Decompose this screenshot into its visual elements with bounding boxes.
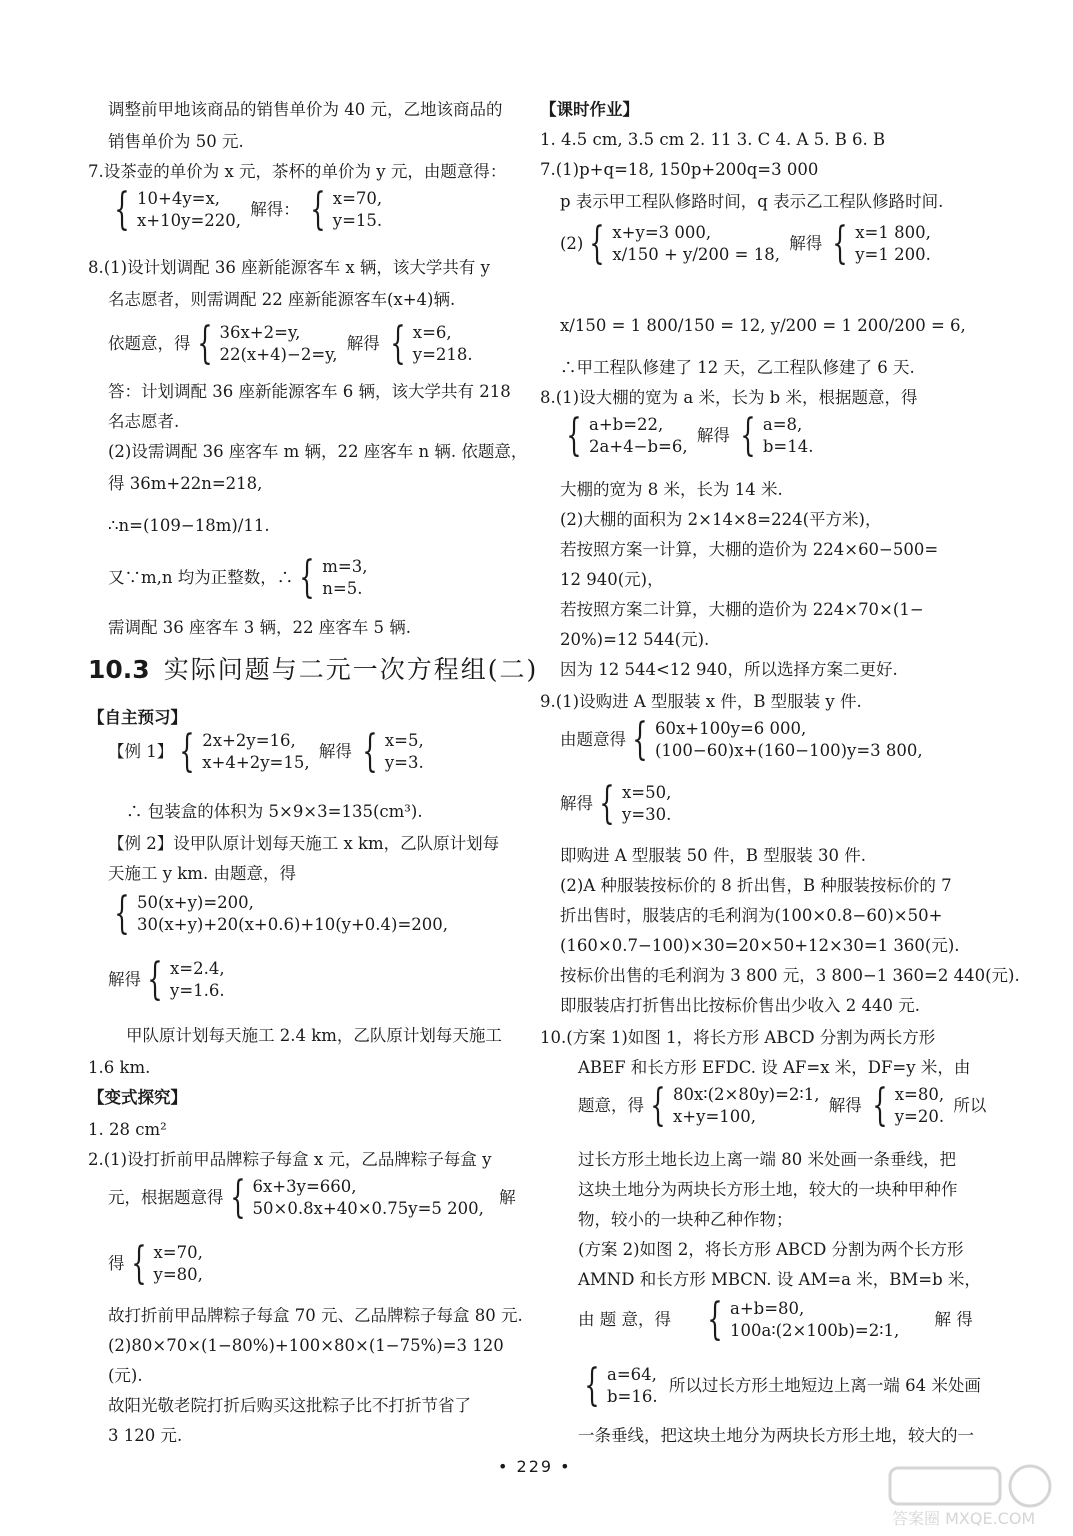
solution: a=8, — [762, 415, 803, 434]
question-8: 8.(1)设大棚的宽为 a 米，长为 b 米，根据题意，得 — [540, 388, 918, 407]
question-7: 7.(1)p+q=18, 150p+200q=3 000 — [540, 160, 819, 179]
solution: m=3, — [322, 557, 368, 576]
text-line: (方案 2)如图 2，将长方形 ABCD 分割为两个长方形 — [578, 1240, 964, 1259]
question-7: 7.设茶壶的单价为 x 元，茶杯的单价为 y 元，由题意得： — [88, 162, 507, 181]
solution: y=218. — [412, 345, 473, 364]
text-line: 需调配 36 座客车 3 辆，22 座客车 5 辆. — [108, 618, 411, 637]
text-line: 按标价出售的毛利润为 3 800 元，3 800−1 360=2 440(元). — [560, 966, 1020, 985]
solution: y=15. — [332, 211, 383, 230]
brace-icon: { — [872, 1080, 888, 1131]
section-label: 【自主预习】 — [88, 708, 187, 727]
equation: a+b=80, — [730, 1299, 805, 1318]
solve-label: 解得 — [560, 794, 593, 813]
equation: 2a+4−b=6, — [589, 437, 688, 456]
equation: 30(x+y)+20(x+0.6)+10(y+0.4)=200, — [137, 915, 449, 934]
equation: x/150 + y/200 = 18, — [612, 245, 780, 264]
solution: x=70, — [332, 189, 383, 208]
equation: x+4+2y=15, — [202, 753, 310, 772]
label: 题意，得 — [578, 1096, 644, 1115]
text-line: 甲队原计划每天施工 2.4 km，乙队原计划每天施工 — [126, 1026, 502, 1045]
text-line: ∴ 包装盒的体积为 5×9×3=135(cm³). — [126, 802, 423, 821]
equation: (100−60)x+(160−100)y=3 800, — [655, 741, 923, 760]
solution: b=16. — [607, 1387, 658, 1406]
brace-icon: { — [114, 184, 130, 235]
watermark-text: 答案圈 MXQE.COM — [892, 1509, 1036, 1528]
brace-icon: { — [179, 726, 195, 777]
solution: n=5. — [322, 579, 363, 598]
section-heading — [88, 654, 538, 686]
brace-icon: { — [599, 778, 615, 829]
brace-icon: { — [310, 184, 326, 235]
equation-system — [108, 1172, 516, 1223]
solution: x=2.4, — [170, 959, 225, 978]
label: (2) — [560, 234, 584, 253]
solve-label: 解得 — [828, 1095, 862, 1115]
question-8: 8.(1)设计划调配 36 座新能源客车 x 辆，该大学共有 y — [88, 258, 490, 277]
equation: 100a∶(2×100b)=2∶1, — [730, 1321, 900, 1340]
equation-system — [108, 888, 449, 939]
equation-system — [578, 1294, 973, 1345]
text-line: 12 940(元)， — [560, 570, 664, 589]
equation-system — [578, 1080, 987, 1131]
solution: x=70, — [153, 1243, 203, 1262]
solution: x=50, — [622, 783, 672, 802]
answer-1: 1. 28 cm² — [88, 1120, 167, 1139]
text-line: 大棚的宽为 8 米，长为 14 米. — [560, 480, 783, 499]
solve-label: 解 得 — [934, 1310, 973, 1329]
text-line: 名志愿者，则需调配 22 座新能源客车(x+4)辆. — [108, 290, 456, 309]
solution: a=64, — [607, 1365, 657, 1384]
equation: x+10y=220, — [137, 211, 242, 230]
text-line: (2)设需调配 36 座客车 m 辆，22 座客车 n 辆. 依题意， — [108, 442, 528, 461]
solution: y=20. — [894, 1107, 945, 1126]
solve-label: 得 — [108, 1254, 125, 1273]
solution: y=3. — [384, 753, 424, 772]
text-line: 答：计划调配 36 座新能源客车 6 辆，该大学共有 218 — [108, 382, 511, 401]
text-line: ∴甲工程队修建了 12 天，乙工程队修建了 6 天. — [560, 358, 915, 377]
brace-icon: { — [299, 552, 315, 603]
question-10: 10.(方案 1)如图 1，将长方形 ABCD 分割为两长方形 — [540, 1028, 936, 1047]
solution: y=1 200. — [855, 245, 931, 264]
fraction-line: x/150 = 1 800/150 = 12, y/200 = 1 200/200 = 6, — [560, 316, 966, 335]
equation-system — [560, 218, 931, 269]
equation: 2x+2y=16, — [202, 731, 296, 750]
text-line: 销售单价为 50 元. — [108, 132, 244, 151]
text-line: 这块土地分为两块长方形土地，较大的一块种甲种作 — [578, 1180, 958, 1199]
brace-icon: { — [229, 1172, 246, 1223]
equation-system — [108, 318, 473, 369]
answers-1-6: 1. 4.5 cm, 3.5 cm 2. 11 3. C 4. A 5. B 6. B — [540, 130, 886, 149]
solution: x=6, — [412, 323, 452, 342]
equation: 50(x+y)=200, — [137, 893, 254, 912]
text-line: p 表示甲工程队修路时间，q 表示乙工程队修路时间. — [560, 192, 944, 211]
text-line: 即服装店打折售出比按标价售出少收入 2 440 元. — [560, 996, 920, 1015]
equation-system — [108, 184, 383, 235]
text-line: 因为 12 544<12 940，所以选择方案二更好. — [560, 660, 898, 679]
label: 元，根据题意得 — [108, 1188, 224, 1207]
label: 依题意，得 — [108, 334, 191, 353]
equation: 10+4y=x, — [137, 189, 221, 208]
text-line: (2)80×70×(1−80%)+100×80×(1−75%)=3 120 — [108, 1336, 504, 1355]
equation: 60x+100y=6 000, — [655, 719, 807, 738]
equation-system — [108, 552, 368, 603]
label: 又∵m,n 均为正整数，∴ — [108, 568, 294, 587]
watermark-logo-icon — [880, 1460, 1060, 1530]
solve-label: 解得： — [250, 199, 300, 219]
text-line: 调整前甲地该商品的销售单价为 40 元，乙地该商品的 — [108, 100, 503, 119]
equation-system — [108, 726, 424, 777]
equation: 22(x+4)−2=y, — [219, 345, 338, 364]
equation: 80x∶(2×80y)=2∶1, — [673, 1085, 820, 1104]
equation: 36x+2=y, — [219, 323, 301, 342]
brace-icon: { — [114, 888, 130, 939]
equation-system — [560, 410, 814, 461]
brace-icon: { — [390, 318, 406, 369]
text-line: 1.6 km. — [88, 1058, 151, 1077]
solve-label: 解 — [499, 1188, 516, 1207]
text-line: 【例 2】设甲队原计划每天施工 x km，乙队原计划每 — [108, 834, 500, 853]
page-number: • 229 • — [498, 1457, 572, 1476]
section-number: 10.3 — [88, 655, 150, 684]
brace-icon: { — [130, 1238, 147, 1289]
solution: x=1 800, — [855, 223, 931, 242]
text-line: (2)大棚的面积为 2×14×8=224(平方米)， — [560, 510, 882, 529]
text-line: AMND 和长方形 MBCN. 设 AM=a 米，BM=b 米， — [578, 1270, 981, 1289]
text: 所以过长方形土地短边上离一端 64 米处画 — [668, 1376, 981, 1395]
equation-system — [560, 778, 672, 829]
text-line: 一条垂线，把这块土地分为两块长方形土地，较大的一 — [578, 1426, 974, 1445]
solution: x=5, — [384, 731, 424, 750]
text: 所以 — [953, 1096, 987, 1115]
brace-icon: { — [832, 218, 848, 269]
question-9: 9.(1)设购进 A 型服装 x 件，B 型服装 y 件. — [540, 692, 862, 711]
text-line: 20%)=12 544(元). — [560, 630, 710, 649]
text-line: 若按照方案一计算，大棚的造价为 224×60−500= — [560, 540, 939, 559]
equation: x+y=3 000, — [612, 223, 712, 242]
solve-label: 解得 — [789, 233, 823, 253]
solution: y=1.6. — [170, 981, 225, 1000]
text-line: (元). — [108, 1366, 143, 1385]
text-line: 物，较小的一块种乙种作物； — [578, 1210, 793, 1229]
text-line: 故打折前甲品牌粽子每盒 70 元、乙品牌粽子每盒 80 元. — [108, 1306, 523, 1325]
equation-system — [108, 1238, 203, 1289]
label: 由 题 意，得 — [578, 1310, 671, 1329]
solution: b=14. — [762, 437, 814, 456]
section-label: 【课时作业】 — [540, 100, 639, 119]
text-line: 故阳光敬老院打折后购买这批粽子比不打折节省了 — [108, 1396, 471, 1415]
solution: y=30. — [622, 805, 672, 824]
brace-icon: { — [566, 410, 582, 461]
text-line: 若按照方案二计算，大棚的造价为 224×70×(1− — [560, 600, 924, 619]
brace-icon: { — [632, 714, 648, 765]
equation: a+b=22, — [589, 415, 664, 434]
section-title: 实际问题与二元一次方程组(二) — [163, 655, 539, 684]
text-line: 过长方形土地长边上离一端 80 米处画一条垂线，把 — [578, 1150, 956, 1169]
brace-icon: { — [650, 1080, 666, 1131]
brace-icon: { — [740, 410, 756, 461]
text-line: 折出售时，服装店的毛利润为(100×0.8−60)×50+ — [560, 906, 943, 925]
solution: y=80, — [153, 1265, 203, 1284]
brace-icon: { — [196, 318, 213, 369]
question-2: 2.(1)设打折前甲品牌粽子每盒 x 元，乙品牌粽子每盒 y — [88, 1150, 492, 1169]
solve-label: 解得 — [108, 970, 141, 989]
equation: 50×0.8x+40×0.75y=5 200, — [252, 1199, 484, 1218]
text-line: 3 120 元. — [108, 1426, 183, 1445]
equation-system — [560, 714, 923, 765]
solution: x=80, — [894, 1085, 945, 1104]
equation: x+y=100, — [673, 1107, 757, 1126]
equation: 6x+3y=660, — [252, 1177, 357, 1196]
equation-system — [578, 1360, 981, 1411]
brace-icon: { — [589, 218, 606, 269]
text-line: ABEF 和长方形 EFDC. 设 AF=x 米，DF=y 米，由 — [578, 1058, 971, 1077]
fraction-line: ∴n=(109−18m)/11. — [108, 516, 270, 535]
solve-label: 解得 — [696, 425, 730, 445]
text-line: (2)A 种服装按标价的 8 折出售，B 种服装按标价的 7 — [560, 876, 952, 895]
solve-label: 解得 — [318, 741, 352, 761]
label: 由题意得 — [560, 730, 626, 749]
text-line: (160×0.7−100)×30=20×50+12×30=1 360(元). — [560, 936, 960, 955]
text-line: 名志愿者. — [108, 412, 180, 431]
text-line: 得 36m+22n=218, — [108, 474, 263, 493]
brace-icon: { — [362, 726, 378, 777]
section-label: 【变式探究】 — [88, 1088, 187, 1107]
example-label: 【例 1】 — [108, 742, 174, 761]
text-line: 即购进 A 型服装 50 件，B 型服装 30 件. — [560, 846, 866, 865]
brace-icon: { — [707, 1294, 723, 1345]
solve-label: 解得 — [346, 333, 380, 353]
text-line: 天施工 y km. 由题意，得 — [108, 864, 296, 883]
brace-icon: { — [584, 1360, 600, 1411]
brace-icon: { — [147, 954, 163, 1005]
equation-system — [108, 954, 225, 1005]
